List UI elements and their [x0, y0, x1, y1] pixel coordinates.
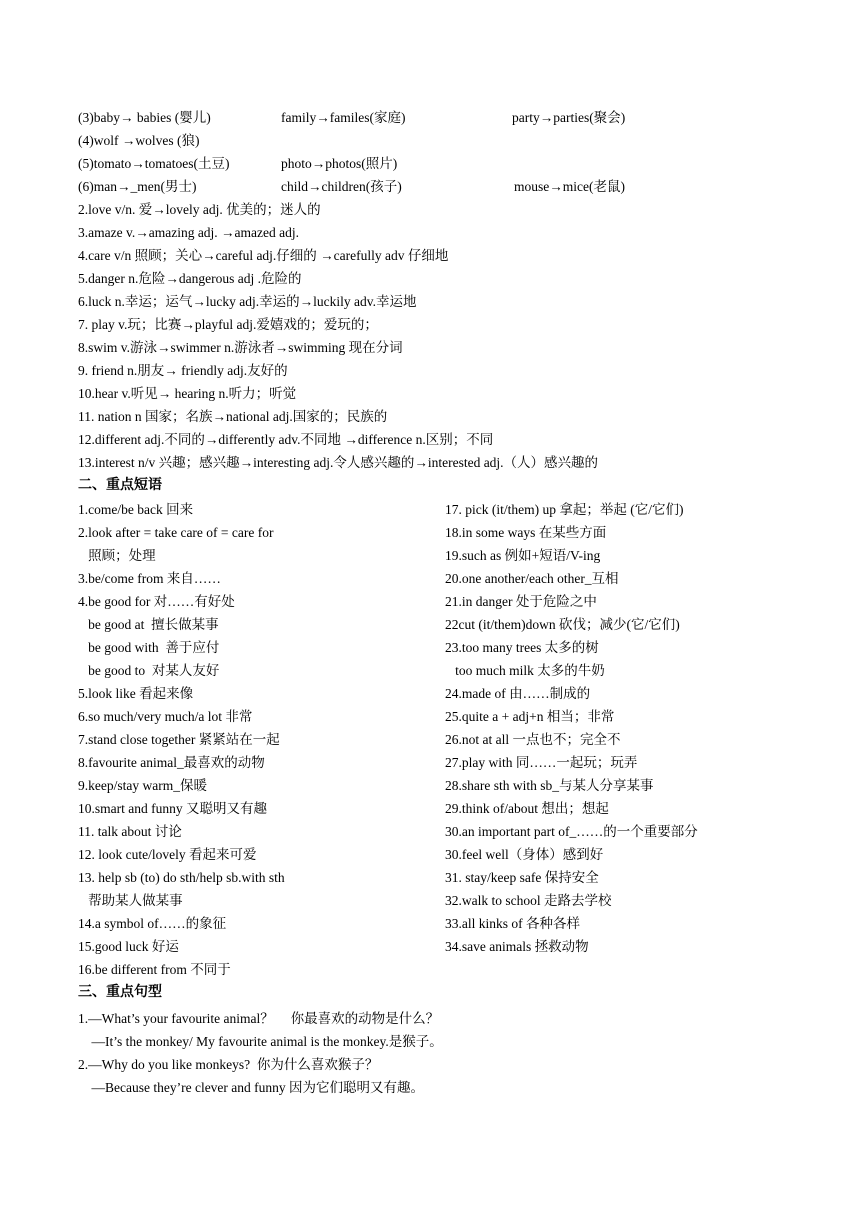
phrase-item: be good with 善于应付	[78, 640, 220, 655]
phrase-item: 32.walk to school 走路去学校	[445, 893, 612, 908]
phrase-item: 帮助某人做某事	[78, 893, 183, 908]
phrase-item: 30.an important part of_……的一个重要部分	[445, 824, 698, 839]
phrase-item: 15.good luck 好运	[78, 939, 179, 954]
phrase-item: 12. look cute/lovely 看起来可爱	[78, 847, 257, 862]
phrase-item: 21.in danger 处于危险之中	[445, 594, 597, 609]
phrase-item: 13. help sb (to) do sth/help sb.with sth	[78, 870, 285, 885]
plural-photo: photo→photos(照片)	[281, 156, 398, 171]
plural-wolf: (4)wolf →wolves (狼)	[78, 133, 200, 148]
phrase-item: 4.be good for 对……有好处	[78, 594, 235, 609]
word-form-item: 8.swim v.游泳→swimmer n.游泳者→swimming 现在分词	[78, 340, 403, 355]
word-form-item: 13.interest n/v 兴趣；感兴趣→interesting adj.令人感兴趣的→interested adj.（人）感兴趣的	[78, 455, 599, 470]
phrase-item: 14.a symbol of……的象征	[78, 916, 227, 931]
plural-mouse: mouse→mice(老鼠)	[514, 179, 625, 194]
phrase-item: 5.look like 看起来像	[78, 686, 194, 701]
phrase-item: 27.play with 同……一起玩；玩弄	[445, 755, 638, 770]
sentence-item: —Because they’re clever and funny 因为它们聪明又有趣。	[78, 1080, 425, 1095]
plural-party: party→parties(聚会)	[512, 110, 626, 125]
word-form-item: 9. friend n.朋友→ friendly adj.友好的	[78, 363, 288, 378]
phrase-item: too much milk 太多的牛奶	[445, 663, 605, 678]
phrase-item: be good to 对某人友好	[78, 663, 220, 678]
word-form-item: 12.different adj.不同的→differently adv.不同地 →difference n.区别；不同	[78, 432, 494, 447]
phrase-item: 24.made of 由……制成的	[445, 686, 591, 701]
phrase-item: 20.one another/each other_互相	[445, 571, 619, 586]
phrase-item: 2.look after = take care of = care for	[78, 525, 274, 540]
phrase-item: 19.such as 例如+短语/V-ing	[445, 548, 601, 563]
phrase-item: 25.quite a + adj+n 相当；非常	[445, 709, 615, 724]
word-form-item: 10.hear v.听见→ hearing n.听力；听觉	[78, 386, 297, 401]
phrase-item: 9.keep/stay warm_保暖	[78, 778, 207, 793]
phrase-item: 8.favourite animal_最喜欢的动物	[78, 755, 265, 770]
plural-man: (6)man→_men(男士)	[78, 179, 197, 194]
word-form-item: 11. nation n 国家；名族→national adj.国家的；民族的	[78, 409, 388, 424]
section-heading-sentences: 三、重点句型	[78, 985, 162, 1000]
phrase-item: 34.save animals 拯救动物	[445, 939, 589, 954]
phrase-item: 6.so much/very much/a lot 非常	[78, 709, 253, 724]
sentence-item: 2.—Why do you like monkeys? 你为什么喜欢猴子？	[78, 1057, 379, 1072]
phrase-item: 33.all kinks of 各种各样	[445, 916, 580, 931]
phrase-item: 29.think of/about 想出；想起	[445, 801, 609, 816]
phrase-item: 17. pick (it/them) up 拿起；举起 (它/它们)	[445, 502, 684, 517]
phrase-item: 18.in some ways 在某些方面	[445, 525, 607, 540]
phrase-item: 16.be different from 不同于	[78, 962, 231, 977]
phrase-item: 22cut (it/them)down 砍伐；减少(它/它们)	[445, 617, 680, 632]
word-form-item: 4.care v/n 照顾；关心→careful adj.仔细的 →carefully adv 仔细地	[78, 248, 449, 263]
phrase-item: 11. talk about 讨论	[78, 824, 182, 839]
plural-family: family→familes(家庭)	[281, 110, 406, 125]
phrase-item: 26.not at all 一点也不；完全不	[445, 732, 621, 747]
phrase-item: 30.feel well（身体）感到好	[445, 847, 604, 862]
plural-baby: (3)baby→ babies (婴儿)	[78, 110, 211, 125]
phrase-item: 23.too many trees 太多的树	[445, 640, 599, 655]
word-form-item: 7. play v.玩；比赛→playful adj.爱嬉戏的；爱玩的；	[78, 317, 378, 332]
phrase-item: 10.smart and funny 又聪明又有趣	[78, 801, 267, 816]
word-form-item: 5.danger n.危险→dangerous adj .危险的	[78, 271, 302, 286]
phrase-item: 28.share sth with sb_与某人分享某事	[445, 778, 654, 793]
word-form-item: 2.love v/n. 爱→lovely adj. 优美的；迷人的	[78, 202, 321, 217]
phrase-item: 照顾；处理	[78, 548, 156, 563]
phrase-item: 7.stand close together 紧紧站在一起	[78, 732, 280, 747]
word-form-item: 6.luck n.幸运；运气→lucky adj.幸运的→luckily adv.幸运地	[78, 294, 417, 309]
phrase-item: 1.come/be back 回来	[78, 502, 194, 517]
phrase-item: 31. stay/keep safe 保持安全	[445, 870, 599, 885]
section-heading-phrases: 二、重点短语	[78, 478, 162, 493]
sentence-item: 1.—What’s your favourite animal？ 你最喜欢的动物是什么？	[78, 1011, 440, 1026]
phrase-item: be good at 擅长做某事	[78, 617, 219, 632]
sentence-item: —It’s the monkey/ My favourite animal is the monkey.是猴子。	[78, 1034, 443, 1049]
word-form-item: 3.amaze v.→amazing adj. →amazed adj.	[78, 225, 300, 240]
phrase-item: 3.be/come from 来自……	[78, 571, 221, 586]
plural-child: child→children(孩子)	[281, 179, 402, 194]
plural-tomato: (5)tomato→tomatoes(土豆)	[78, 156, 230, 171]
